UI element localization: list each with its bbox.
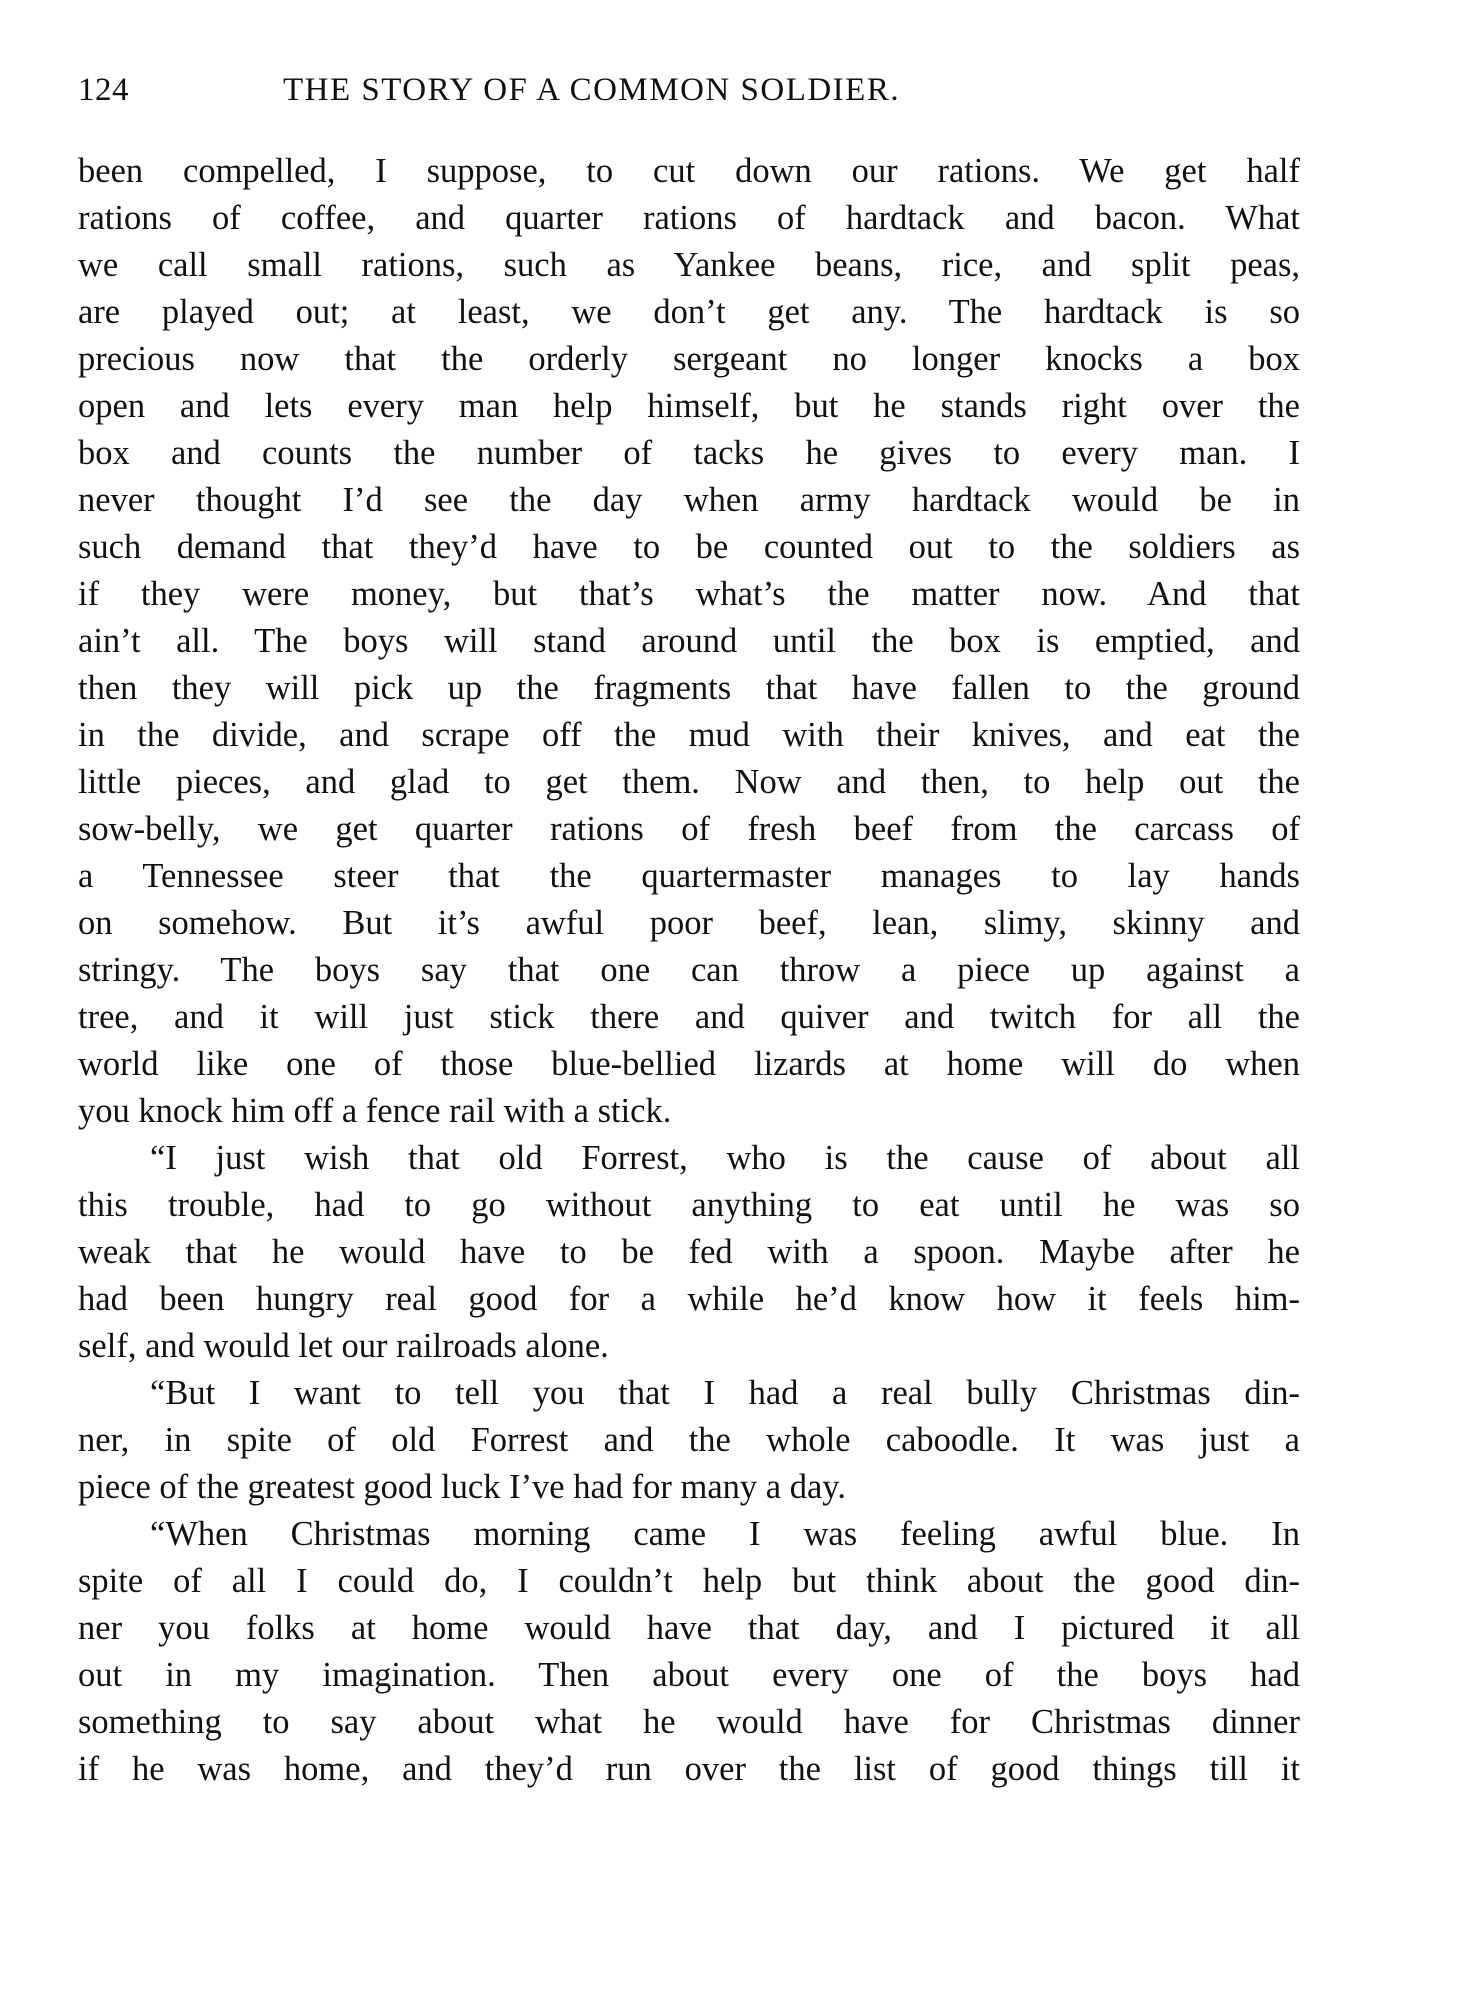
text-line: ner, in spite of old Forrest and the whole caboodle. It was just a bbox=[78, 1421, 1300, 1459]
text-line: you knock him off a fence rail with a stick. bbox=[78, 1092, 672, 1130]
text-line: never thought I’d see the day when army hardtack would be in bbox=[78, 481, 1300, 519]
text-line: ain’t all. The boys will stand around until the box is emptied, and bbox=[78, 622, 1300, 660]
text-line: on somehow. But it’s awful poor beef, lean, slimy, skinny and bbox=[78, 904, 1300, 942]
text-line: such demand that they’d have to be counted out to the soldiers as bbox=[78, 528, 1300, 566]
text-line: “I just wish that old Forrest, who is the cause of about all bbox=[150, 1139, 1300, 1177]
text-line: ner you folks at home would have that day, and I pictured it all bbox=[78, 1609, 1300, 1647]
text-line: if he was home, and they’d run over the list of good things till it bbox=[78, 1750, 1300, 1788]
text-line: precious now that the orderly sergeant no longer knocks a box bbox=[78, 340, 1300, 378]
text-line: rations of coffee, and quarter rations of hardtack and bacon. What bbox=[78, 199, 1300, 237]
text-line: “When Christmas morning came I was feeling awful blue. In bbox=[150, 1515, 1300, 1553]
page-header bbox=[78, 72, 1300, 124]
text-line: spite of all I could do, I couldn’t help but think about the good din- bbox=[78, 1562, 1300, 1600]
text-line: out in my imagination. Then about every one of the boys had bbox=[78, 1656, 1300, 1694]
text-line: we call small rations, such as Yankee beans, rice, and split peas, bbox=[78, 246, 1300, 284]
text-line: a Tennessee steer that the quartermaster manages to lay hands bbox=[78, 857, 1300, 895]
text-line: if they were money, but that’s what’s the matter now. And that bbox=[78, 575, 1300, 613]
text-line: been compelled, I suppose, to cut down our rations. We get half bbox=[78, 152, 1300, 190]
text-line: this trouble, had to go without anything to eat until he was so bbox=[78, 1186, 1300, 1224]
text-line: world like one of those blue-bellied lizards at home will do when bbox=[78, 1045, 1300, 1083]
text-line: something to say about what he would have for Christmas dinner bbox=[78, 1703, 1300, 1741]
text-line: box and counts the number of tacks he gives to every man. I bbox=[78, 434, 1300, 472]
running-title: THE STORY OF A COMMON SOLDIER. bbox=[283, 72, 901, 108]
text-line: sow-belly, we get quarter rations of fresh beef from the carcass of bbox=[78, 810, 1300, 848]
text-line: piece of the greatest good luck I’ve had for many a day. bbox=[78, 1468, 846, 1506]
text-line: little pieces, and glad to get them. Now and then, to help out the bbox=[78, 763, 1300, 801]
text-line: stringy. The boys say that one can throw a piece up against a bbox=[78, 951, 1300, 989]
page-number: 124 bbox=[78, 72, 129, 108]
text-line: open and lets every man help himself, but he stands right over the bbox=[78, 387, 1300, 425]
text-line: “But I want to tell you that I had a real bully Christmas din- bbox=[150, 1374, 1300, 1412]
text-line: in the divide, and scrape off the mud with their knives, and eat the bbox=[78, 716, 1300, 754]
text-line: are played out; at least, we don’t get any. The hardtack is so bbox=[78, 293, 1300, 331]
text-line: weak that he would have to be fed with a spoon. Maybe after he bbox=[78, 1233, 1300, 1271]
text-line: tree, and it will just stick there and quiver and twitch for all the bbox=[78, 998, 1300, 1036]
body-text bbox=[78, 148, 1300, 1793]
text-line: had been hungry real good for a while he’d know how it feels him- bbox=[78, 1280, 1300, 1318]
text-line: then they will pick up the fragments that have fallen to the ground bbox=[78, 669, 1300, 707]
text-line: self, and would let our railroads alone. bbox=[78, 1327, 609, 1365]
